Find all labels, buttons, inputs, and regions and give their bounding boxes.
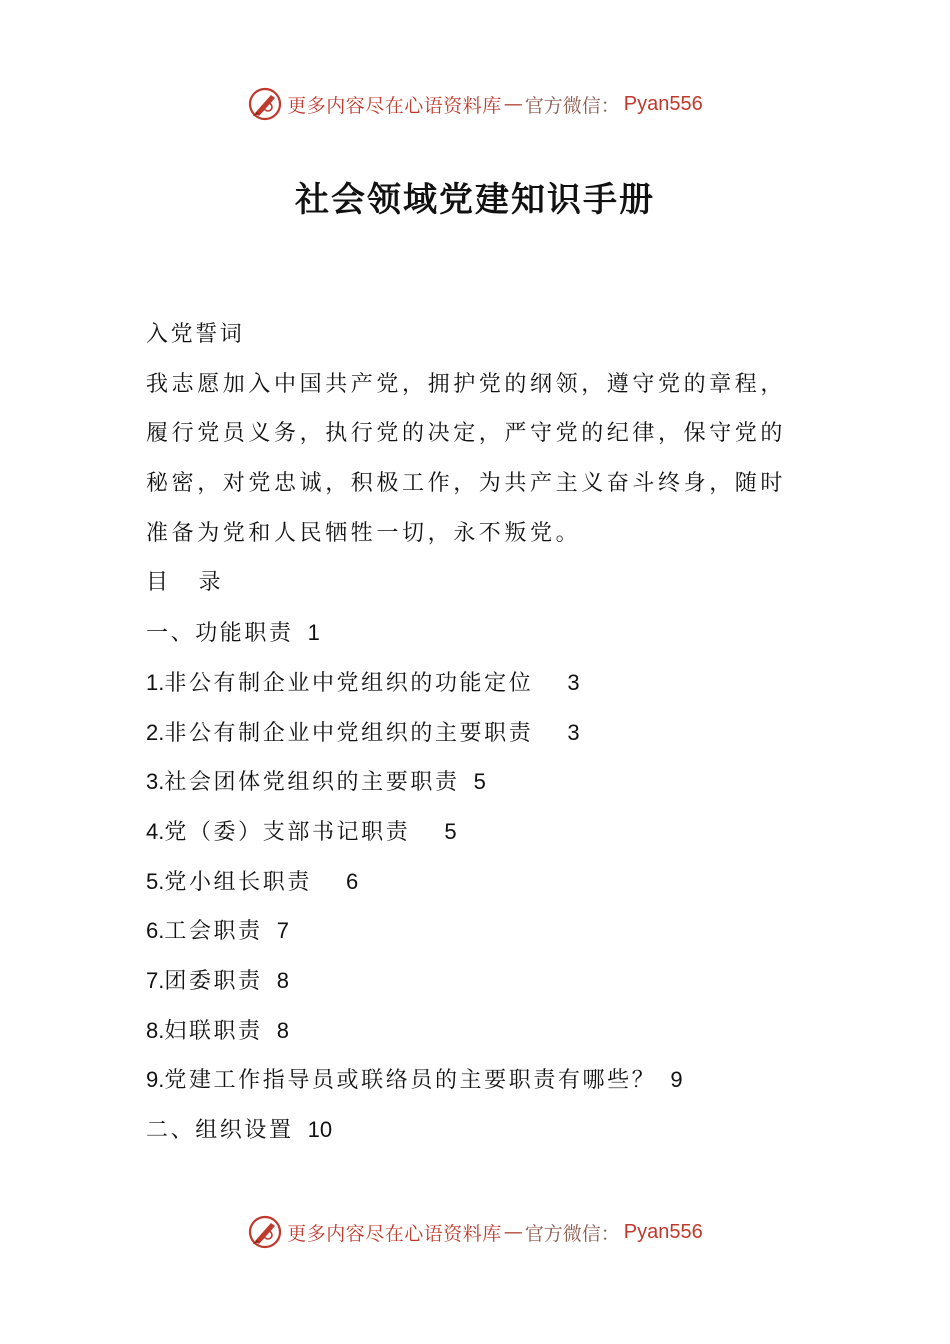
watermark-official-label: 官方微信： <box>524 1222 620 1245</box>
watermark-wechat-id: Pyan556 <box>623 92 703 115</box>
toc-entry-text: 党（委）支部书记职责 <box>164 819 411 845</box>
toc-entry[interactable] <box>146 1105 816 1155</box>
toc-entry-number: 3. <box>146 769 165 795</box>
oath-line: 秘密，对党忠诚，积极工作，为共产主义奋斗终身，随时 <box>146 471 787 497</box>
toc-entry-number: 9. <box>146 1067 165 1093</box>
toc-entry-page: 9 <box>670 1067 683 1093</box>
toc-entry[interactable] <box>146 956 816 1006</box>
pen-logo-icon <box>247 86 283 122</box>
toc-entry[interactable] <box>146 757 816 807</box>
header-watermark <box>0 82 950 126</box>
toc-entry[interactable] <box>146 658 816 708</box>
toc-entry-page: 8 <box>276 1017 290 1043</box>
toc-entry-number: 4. <box>146 818 165 844</box>
document-title: 社会领域党建知识手册 <box>295 180 655 220</box>
toc-entry-page: 3 <box>567 669 580 695</box>
oath-line: 准备为党和人民牺牲一切，永不叛党。 <box>146 520 582 546</box>
toc-entry-page: 8 <box>276 967 290 993</box>
toc-entry-text: 二、组织设置 <box>146 1118 294 1143</box>
toc-heading-part: 录 <box>198 570 224 596</box>
toc-entry-page: 10 <box>307 1117 333 1142</box>
toc-entry-text: 社会团体党组织的主要职责 <box>164 770 460 796</box>
oath-line: 我志愿加入中国共产党，拥护党的纲领，遵守党的章程， <box>146 371 787 397</box>
toc-entry[interactable] <box>146 608 816 658</box>
toc-entry-text: 一、功能职责 <box>146 621 294 647</box>
toc-entry-text: 团委职责 <box>164 968 263 994</box>
toc-entry-text: 工会职责 <box>164 919 263 945</box>
toc-heading-part: 目 <box>146 570 171 596</box>
toc-entry-page: 1 <box>307 620 320 646</box>
footer-watermark <box>0 1210 950 1254</box>
watermark-brand: 更多内容尽在心语资料库 <box>287 94 502 117</box>
toc-entry[interactable] <box>146 857 816 907</box>
toc-entry-number: 6. <box>146 918 165 944</box>
toc-entry-number: 8. <box>146 1017 165 1043</box>
watermark-official-label: 官方微信： <box>524 94 620 117</box>
toc-entry[interactable] <box>146 807 816 857</box>
oath-heading: 入党誓词 <box>146 322 245 347</box>
toc-entry-page: 7 <box>276 918 290 944</box>
oath-line: 履行党员义务，执行党的决定，严守党的纪律，保守党的 <box>146 421 787 447</box>
watermark-wechat-id: Pyan556 <box>623 1220 703 1243</box>
toc-entry[interactable] <box>146 1006 816 1056</box>
toc-entry-number: 5. <box>146 868 165 894</box>
toc-entry-text: 党小组长职责 <box>164 869 312 895</box>
toc-entry-number: 2. <box>146 719 165 745</box>
pen-logo-icon <box>247 1214 283 1250</box>
oath-text <box>146 360 816 559</box>
toc-entry[interactable] <box>146 708 816 758</box>
document-body <box>146 310 816 1155</box>
watermark-separator: — <box>503 1221 523 1243</box>
toc-entry-page: 5 <box>473 769 486 795</box>
toc-entry-text: 非公有制企业中党组织的主要职责 <box>164 720 534 746</box>
toc-entry-page: 5 <box>444 818 457 844</box>
toc-entry-text: 妇联职责 <box>164 1018 263 1044</box>
toc-entry-number: 1. <box>146 669 165 695</box>
toc-entry[interactable] <box>146 1055 816 1105</box>
watermark-brand: 更多内容尽在心语资料库 <box>287 1222 502 1245</box>
toc-entry-text: 非公有制企业中党组织的功能定位 <box>164 670 534 696</box>
toc-entry-page: 6 <box>345 868 359 894</box>
watermark-separator: — <box>503 93 523 115</box>
toc-entry-number: 7. <box>146 967 165 993</box>
toc-heading <box>146 558 816 608</box>
toc-entry[interactable] <box>146 906 816 956</box>
toc-entry-text: 党建工作指导员或联络员的主要职责有哪些？ <box>164 1068 657 1094</box>
toc-entry-page: 3 <box>567 719 580 745</box>
